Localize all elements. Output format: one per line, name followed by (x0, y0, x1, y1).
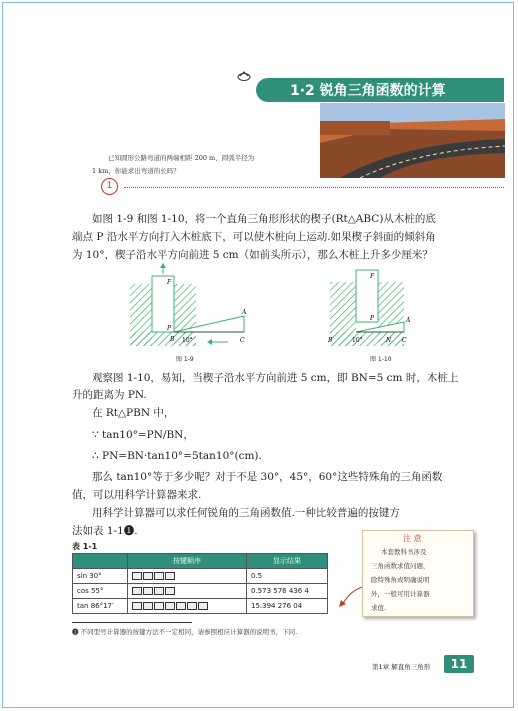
table-header-result: 显示结果 (247, 554, 328, 569)
key-table (72, 553, 328, 614)
svg-text:C: C (402, 337, 407, 344)
page-number: 11 (444, 655, 474, 673)
footnote: ❶ 不同型号计算器的按键方法不一定相同，请参照相应计算器的说明书，下同. (72, 628, 298, 636)
svg-text:A: A (242, 309, 247, 316)
figure-1-9 (128, 262, 256, 362)
para2-line-6: 用科学计算器可以求任何锐角的三角函数值.一种比较普遍的按键方 (92, 507, 400, 519)
dotted-rule (124, 187, 504, 188)
table-row (73, 599, 328, 614)
table-row (73, 584, 328, 599)
key-sequence (128, 569, 247, 584)
equation-2: ∴ PN=BN·tan10°=5tan10°(cm). (92, 450, 262, 462)
row-label: sin 30° (73, 569, 128, 584)
pointer-arrow-icon (336, 585, 364, 611)
svg-text:N: N (386, 337, 392, 344)
note-line-4: 外，一般可用计算器 (371, 590, 430, 598)
svg-text:P: P (167, 325, 172, 332)
row-result: 0.5 (247, 569, 328, 584)
svg-text:B: B (170, 336, 175, 343)
question-marker: 1 (101, 178, 118, 195)
road-photo (320, 103, 505, 178)
svg-text:A: A (406, 317, 411, 324)
svg-text:P: P (370, 315, 375, 322)
intro-line-2: 1 km，你能求出弯道的长吗？ (92, 167, 180, 175)
row-result: 0.573 576 436 4 (247, 584, 328, 599)
note-line-3: 除特殊角或明确说明 (371, 576, 430, 584)
para2-line-5: 值，可以用科学计算器来求. (72, 489, 202, 501)
intro-line-1: 已知圆形公路弯道的两端相距 200 m，圆弧半径为 (108, 154, 255, 162)
note-line-5: 求值. (371, 604, 387, 612)
key-sequence (128, 584, 247, 599)
figure-1-10 (326, 266, 436, 360)
para1-line-1: 如图 1-9 和图 1-10，将一个直角三角形形状的楔子(Rt△ABC)从木桩的底 (92, 213, 436, 225)
fig1-angle: 10° (182, 337, 193, 344)
para1-line-2: 端点 P 沿水平方向打入木桩底下，可以使木桩向上运动.如果楔子斜面的倾斜角 (72, 231, 436, 243)
note-box (362, 530, 474, 617)
fig2-angle: 10° (352, 337, 363, 344)
table-caption: 表 1-1 (72, 542, 98, 551)
svg-text:F: F (167, 279, 172, 286)
para2-line-2: 升的距离为 PN. (72, 389, 147, 401)
fig2-caption: 图 1-10 (370, 356, 392, 363)
row-result: 15.394 276 04 (247, 599, 328, 614)
para2-line-3: 在 Rt△PBN 中， (92, 407, 175, 419)
svg-text:B: B (328, 337, 333, 344)
key-sequence (128, 599, 247, 614)
note-line-1: 本套教科书涉及 (381, 548, 427, 556)
table-header-keys: 按键顺序 (128, 554, 247, 569)
row-label: tan 86°17′ (73, 599, 128, 614)
table-header-empty (73, 554, 128, 569)
table-row (73, 569, 328, 584)
para2-line-4: 那么 tan10°等于多少呢？对于不是 30°，45°，60°这些特殊角的三角函数 (92, 471, 443, 483)
book-logo-icon (237, 66, 251, 76)
para2-line-7: 法如表 1-1❶. (72, 525, 138, 537)
note-line-2: 三角函数求值问题， (371, 562, 430, 570)
section-title: 1·2 锐角三角函数的计算 (290, 83, 446, 99)
fig1-caption: 图 1-9 (176, 356, 194, 363)
svg-text:C: C (240, 337, 245, 344)
svg-text:F: F (370, 273, 375, 280)
row-label: cos 55° (73, 584, 128, 599)
chapter-label: 第1章 解直角三角形 (372, 663, 431, 671)
para1-line-3: 为 10°，楔子沿水平方向前进 5 cm（如前头所示），那么木桩上升多少厘米？ (72, 249, 433, 261)
note-title: 注 意 (403, 534, 422, 543)
equation-1: ∵ tan10°=PN/BN， (92, 429, 194, 441)
para2-line-1: 观察图 1-10，易知，当楔子沿水平方向前进 5 cm，即 BN=5 cm 时，木桩上 (92, 372, 459, 384)
footnote-rule (72, 622, 192, 623)
